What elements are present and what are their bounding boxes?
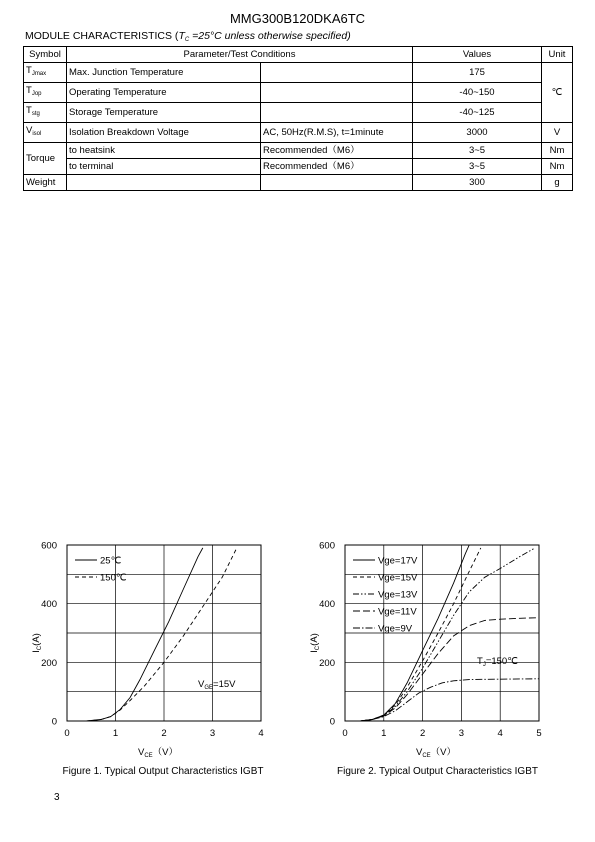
table-row (24, 123, 573, 143)
legend-label: 25℃ (100, 555, 122, 567)
y-tick-label: 200 (41, 657, 57, 669)
y-tick-label: 0 (51, 716, 57, 728)
symbol-cell: $T_{stg}$ (24, 103, 67, 123)
condition-cell (261, 103, 413, 123)
figure-2-plot (305, 530, 555, 770)
y-axis-label: $I_C(A)$ (31, 633, 43, 653)
unit-cell: V (542, 123, 573, 143)
table-row (24, 103, 573, 123)
x-tick-label: 5 (536, 728, 542, 739)
legend-label: Vge=11V (378, 606, 417, 618)
x-tick-label: 4 (497, 728, 503, 739)
unit-cell: Nm (542, 143, 573, 159)
x-tick-label: 4 (258, 728, 264, 739)
unit-cell: Nm (542, 159, 573, 175)
value-cell: 300 (413, 175, 542, 191)
y-tick-label: 0 (329, 716, 335, 728)
parameter-cell: Isolation Breakdown Voltage (67, 123, 261, 143)
value-cell: 175 (413, 63, 542, 83)
legend-label: Vge=17V (378, 555, 418, 567)
symbol-cell: $T_{Jop}$ (24, 83, 67, 103)
condition-cell: Recommended（M6） (261, 143, 413, 159)
figure-1-caption: Figure 1. Typical Output Characteristics IGBT (62, 766, 264, 777)
temperature-unit-cell: ℃ (542, 63, 573, 123)
header-parameter: Parameter/Test Conditions (67, 47, 413, 63)
header-values: Values (413, 47, 542, 63)
table-row (24, 63, 573, 83)
y-tick-label: 400 (319, 599, 335, 611)
symbol-cell: $T_{Jmax}$ (24, 63, 67, 83)
legend (353, 556, 418, 635)
table-caption (25, 30, 351, 43)
value-cell: 3~5 (413, 159, 542, 175)
parameter-cell: Storage Temperature (67, 103, 261, 123)
x-tick-label: 0 (342, 728, 348, 739)
table-row (24, 159, 573, 175)
figure-2-caption: Figure 2. Typical Output Characteristics IGBT (336, 766, 538, 777)
y-tick-label: 400 (41, 599, 57, 611)
grid-lines (67, 545, 261, 721)
figure-1-plot (28, 530, 278, 770)
condition-cell (261, 83, 413, 103)
parameter-cell: Max. Junction Temperature (67, 63, 261, 83)
legend-label: Vge=9V (378, 623, 413, 635)
table-row (24, 143, 573, 159)
x-axis-label: $V_{CE}(V)$ (415, 747, 457, 759)
header-unit: Unit (542, 47, 573, 63)
grid-lines (345, 545, 539, 721)
parameter-cell: to terminal (67, 159, 261, 175)
page-number: 3 (54, 792, 60, 803)
parameter-cell: to heatsink (67, 143, 261, 159)
table-header-row (24, 47, 573, 63)
legend-label: 150℃ (100, 572, 127, 584)
x-tick-label: 1 (381, 728, 387, 739)
series-line-5 (361, 679, 540, 721)
module-characteristics-table (23, 46, 573, 191)
value-cell: 3~5 (413, 143, 542, 159)
chart-annotation: $T_J=150℃$ (477, 656, 518, 668)
value-cell: -40~150 (413, 83, 542, 103)
x-tick-label: 2 (161, 728, 167, 739)
x-tick-label: 3 (209, 728, 216, 739)
parameter-cell: Operating Temperature (67, 83, 261, 103)
y-tick-label: 600 (319, 540, 335, 552)
figure-2-chart (305, 530, 555, 770)
value-cell: 3000 (413, 123, 542, 143)
figure-1-chart (28, 530, 278, 770)
legend-label: Vge=15V (378, 572, 418, 584)
header-symbol: Symbol (24, 47, 67, 63)
condition-cell: AC, 50Hz(R.M.S), t=1minute (261, 123, 413, 143)
symbol-cell: Weight (24, 175, 67, 191)
condition-cell: Recommended（M6） (261, 159, 413, 175)
x-axis-label: $V_{CE}(V)$ (137, 747, 179, 759)
y-axis-label: $I_C(A)$ (309, 633, 321, 653)
y-tick-label: 600 (41, 540, 57, 552)
table-row (24, 175, 573, 191)
table-row (24, 83, 573, 103)
value-cell: -40~125 (413, 103, 542, 123)
parameter-cell (67, 175, 261, 191)
condition-cell (261, 63, 413, 83)
y-tick-label: 200 (319, 657, 335, 669)
caption-prefix: MODULE CHARACTERISTICS ( (25, 30, 179, 42)
document-title: MMG300B120DKA6TC (229, 11, 366, 26)
chart-annotation: $V_{GE}=15V$ (198, 679, 236, 691)
x-tick-label: 1 (112, 728, 119, 739)
x-tick-label: 2 (419, 728, 426, 739)
x-tick-label: 0 (64, 728, 70, 739)
legend (75, 556, 127, 584)
caption-condition: $T_C =25^\circ C$ unless otherwise specified) (178, 30, 351, 43)
legend-label: Vge=13V (378, 589, 418, 601)
symbol-cell: Torque (24, 143, 67, 175)
unit-cell: g (542, 175, 573, 191)
symbol-cell: $V_{isol}$ (24, 123, 67, 143)
x-tick-label: 3 (458, 728, 465, 739)
condition-cell (261, 175, 413, 191)
